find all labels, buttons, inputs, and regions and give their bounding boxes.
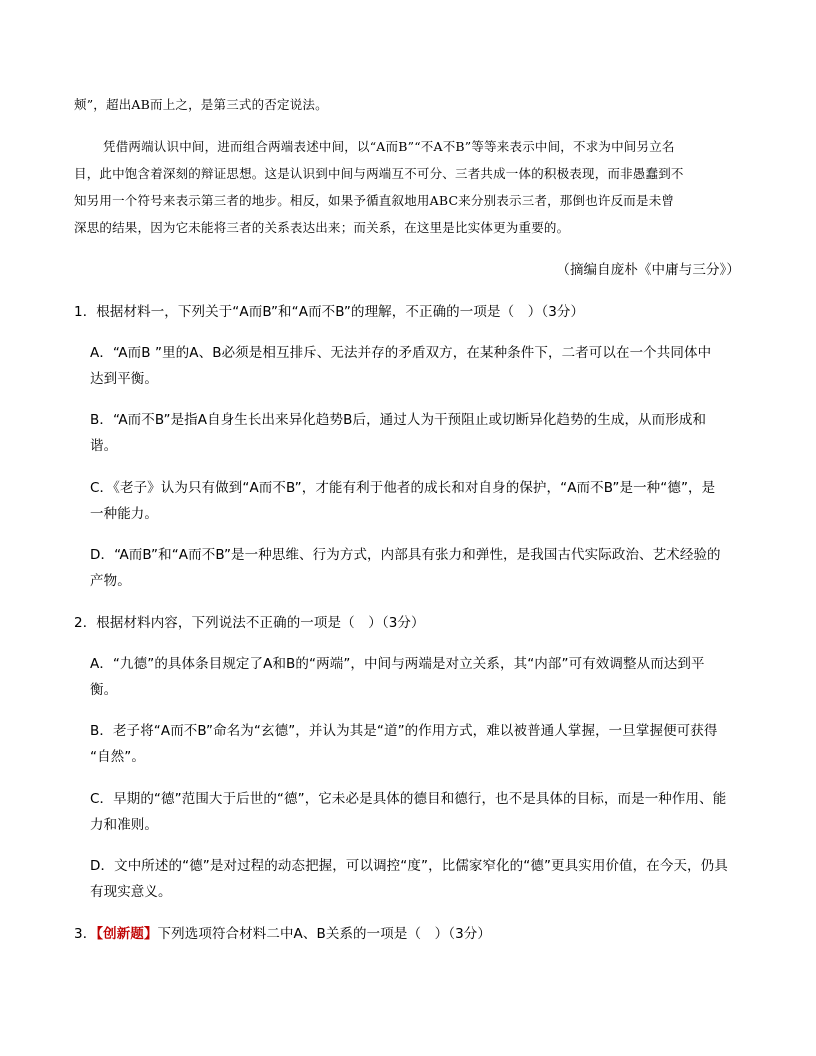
passage-line: 深思的结果，因为它未能将三者的关系表达出来；而关系，在这里是比实体更为重要的。 (74, 220, 570, 235)
q2-option-c-cont: 力和准则。 (90, 817, 158, 833)
q2-option-c: C．早期的“德”范围大于后世的“德”，它未必是具体的德目和德行，也不是具体的目标，而是一种作用、能 (90, 791, 727, 807)
q2-option-b: B．老子将“A而不B”命名为“玄德”，并认为其是“道”的作用方式，难以被普通人掌握，一旦掌握便可获得 (90, 723, 718, 739)
q2-option-d: D．文中所述的“德”是对过程的动态把握，可以调控“度”，比儒家窄化的“德”更具实用价值，在今天，仍具 (90, 858, 728, 874)
question-1-stem: 1．根据材料一，下列关于“A而B”和“A而不B”的理解，不正确的一项是（ ）（3分） (74, 304, 585, 320)
passage-line: 知另用一个符号来表示第三者的地步。相反，如果予循直叙地用ABC来分别表示三者，那倒也许反而是未曾 (74, 193, 675, 208)
q2-option-b-cont: “自然”。 (90, 749, 145, 765)
passage-line: 颊”，超出AB而上之，是第三式的否定说法。 (74, 97, 328, 112)
passage-line: 目，此中饱含着深刻的辩证思想。这是认识到中间与两端互不可分、三者共成一体的积极表现，而非愚蠢到不 (74, 166, 684, 181)
question-3-stem (74, 922, 491, 942)
q2-option-a-cont: 衡。 (90, 682, 118, 698)
question-3-number: 3． (74, 926, 97, 942)
q1-option-b: B．“A而不B”是指A自身生长出来异化趋势B后，通过人为干预阻止或切断异化趋势的生成，从而形成和 (90, 412, 707, 428)
question-3-text: 下列选项符合材料二中A、B关系的一项是（ ）（3分） (157, 926, 491, 942)
source-citation: （摘编自庞朴《中庸与三分》） (556, 262, 740, 278)
q1-option-d-cont: 产物。 (90, 573, 131, 589)
q2-option-a: A．“九德”的具体条目规定了A和B的“两端”，中间与两端是对立关系，其“内部”可有效调整从而达到平 (90, 656, 705, 672)
q1-option-d: D．“A而B”和“A而不B”是一种思维、行为方式，内部具有张力和弹性，是我国古代实际政治、艺术经验的 (90, 547, 721, 563)
question-2-stem: 2．根据材料内容，下列说法不正确的一项是（ ）（3分） (74, 615, 425, 631)
q2-option-d-cont: 有现实意义。 (90, 884, 172, 900)
q1-option-c-cont: 一种能力。 (90, 506, 158, 522)
q1-option-a-cont: 达到平衡。 (90, 371, 158, 387)
innovation-tag: 【创新题】 (96, 926, 158, 942)
q1-option-a: A．“A而B ”里的A、B必须是相互排斥、无法并存的矛盾双方，在某种条件下，二者可以在一个共同体中 (90, 345, 712, 361)
q1-option-b-cont: 谐。 (90, 438, 118, 454)
q1-option-c: C．《老子》认为只有做到“A而不B”，才能有利于他者的成长和对自身的保护，“A而不B”是一种“德”，是 (90, 480, 716, 496)
passage-line: 凭借两端认识中间，进而组合两端表述中间，以“A而B”“不A不B”等等来表示中间，不求为中间另立名 (103, 139, 675, 154)
